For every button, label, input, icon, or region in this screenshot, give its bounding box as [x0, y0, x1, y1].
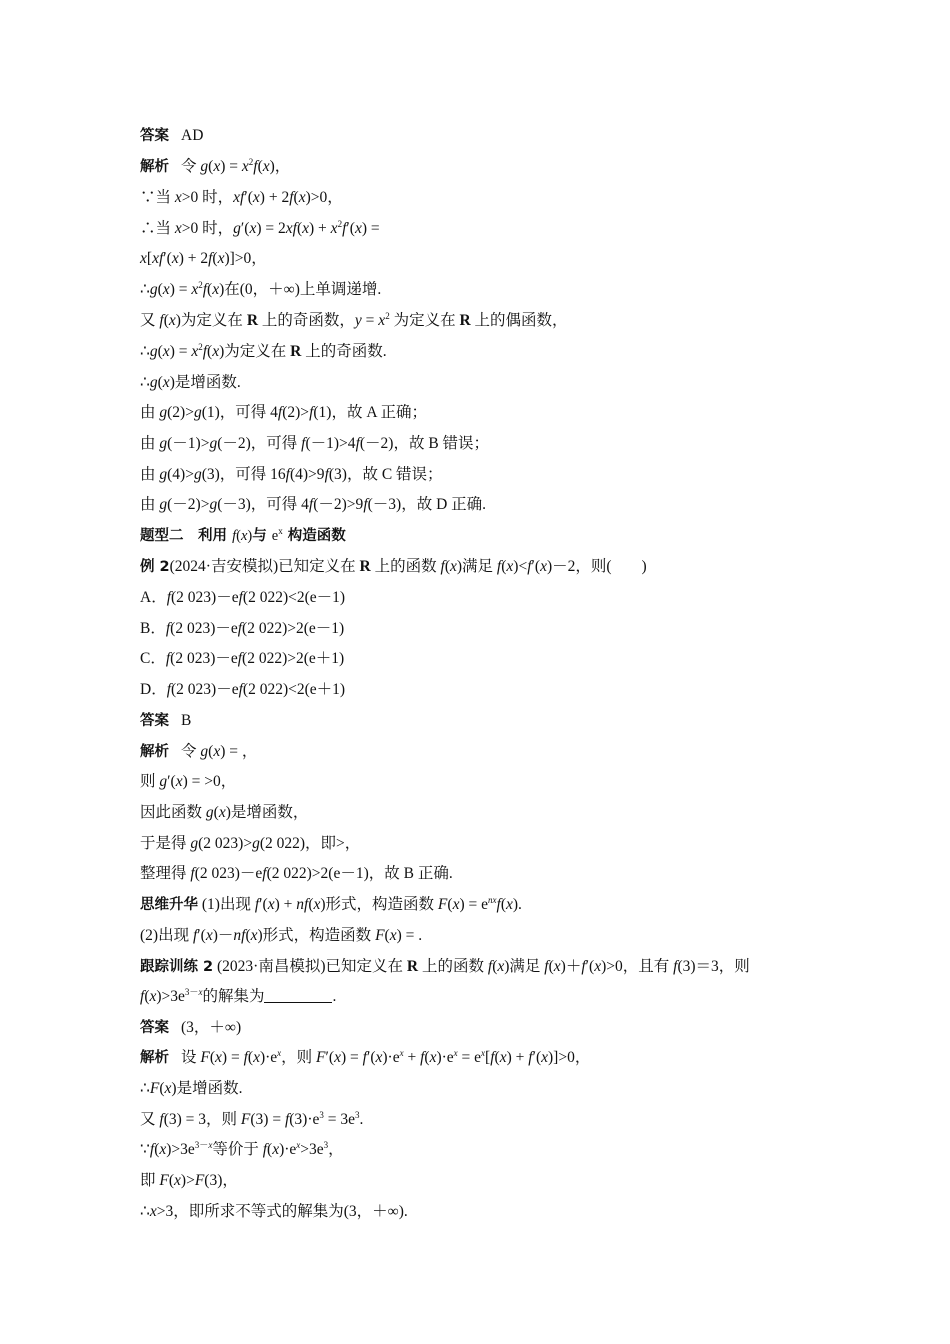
analysis-label: 解析: [140, 1050, 169, 1066]
analysis-line: 解析 令 g(x) = ，: [140, 743, 258, 760]
option-b: B．f(2 023)－ef(2 022)>2(e－1): [140, 620, 345, 637]
analysis-label: 解析: [140, 744, 169, 760]
text-line: 由 g(－1)>g(－2)，可得 f(－1)>4f(－2)，故 B 错误；: [140, 435, 490, 452]
option-a: A．f(2 023)－ef(2 022)<2(e－1): [140, 589, 346, 606]
text-line: ∴当 x>0 时，$g'(x) = 2xf(x) + x^2f'(x)$ =: [140, 219, 380, 237]
section-heading: 题型二 利用 f(x)与 $e^x$ 构造函数: [140, 526, 346, 544]
practice-stem: 跟踪训练 2 (2023·南昌模拟)已知定义在 R 上的函数 f(x)满足 f(x)＋f′(x)>0，且有 f(3)＝3，则: [140, 958, 750, 975]
text-line: ∴g(x) = $x^2f(x)$在(0，＋∞)上单调递增.: [140, 280, 382, 298]
summary-line-2: (2)出现 f′(x)－nf(x)形式，构造函数 F(x) = .: [140, 927, 423, 944]
option-c: C．f(2 023)－ef(2 022)>2(e＋1): [140, 650, 345, 667]
text-line: ∴F(x)是增函数.: [140, 1080, 243, 1097]
text-line: x[xf′(x) + 2f(x)]>0，: [140, 250, 267, 267]
answer-line-2: [140, 711, 191, 731]
text-line: 由 g(4)>g(3)，可得 16f(4)>9f(3)，故 C 错误；: [140, 466, 443, 483]
example-2-stem: 例 2(2024·吉安模拟)已知定义在 R 上的函数 f(x)满足 f(x)<f′(x)－2，则( ): [140, 558, 647, 575]
text-line: 又 f(x)为定义在 R 上的奇函数，$y = x^2$ 为定义在 R 上的偶函数，: [140, 311, 568, 329]
example-source: (2024·吉安模拟): [169, 558, 279, 575]
answer-blank: [264, 988, 332, 1003]
answer-value: (3，＋∞): [181, 1019, 242, 1036]
summary-line-1: 思维升华 (1)出现 f′(x) + nf(x)形式，构造函数 $F(x) = e^{nx}f(x)$.: [140, 895, 522, 913]
option-d: D．f(2 023)－ef(2 022)<2(e＋1): [140, 681, 346, 698]
text-line: 又 f(3) = 3，则 $F(3) = f(3)\cdot e^3 = 3e^3$.: [140, 1110, 364, 1128]
analysis-line: 解析 令 $g(x) = x^2f(x)$，: [140, 157, 291, 175]
answer-label: 答案: [140, 128, 169, 144]
summary-label: 思维升华: [140, 897, 198, 913]
answer-label: 答案: [140, 713, 169, 729]
answer-line-1: [140, 126, 203, 146]
text-line: ∴g(x) = $x^2f(x)$为定义在 R 上的奇函数.: [140, 342, 387, 360]
answer-label: 答案: [140, 1020, 169, 1036]
text-line: ∵当 x>0 时，xf′(x) + 2f(x)>0，: [140, 189, 343, 206]
example-label: 例 2: [140, 559, 170, 575]
text-line: 即 F(x)>F(3)，: [140, 1172, 238, 1189]
answer-value: AD: [181, 127, 204, 144]
practice-stem-cont: $f(x)>3e^{3-x}$的解集为 .: [140, 987, 337, 1005]
text-line: $\because f(x)>3e^{3-x}$等价于 $f(x)\cdot e^x>3e^3$，: [140, 1140, 344, 1158]
text-line: 由 g(－2)>g(－3)，可得 4f(－2)>9f(－3)，故 D 正确.: [140, 496, 487, 513]
practice-source: (2023·南昌模拟): [217, 958, 326, 975]
practice-label: 跟踪训练 2: [140, 959, 214, 975]
text-line: ∴x>3，即所求不等式的解集为(3，＋∞).: [140, 1203, 408, 1220]
answer-line-3: [140, 1018, 241, 1038]
text-line: ∴g(x)是增函数.: [140, 374, 241, 391]
analysis-line: 解析 设 $F(x) = f(x)\cdot e^x$，则 $F'(x) = f'(x)\cdot e^x + f(x)\cdot e^x = e^x[f(x) + f'(x)]>0$，: [140, 1048, 591, 1066]
text-line: 则 g′(x) = >0，: [140, 773, 237, 790]
text-line: 因此函数 g(x)是增函数，: [140, 804, 309, 821]
text-line: 于是得 g(2 023)>g(2 022)，即>，: [140, 835, 361, 852]
analysis-label: 解析: [140, 159, 169, 175]
text-line: 由 g(2)>g(1)，可得 4f(2)>f(1)，故 A 正确；: [140, 404, 428, 421]
text-line: 整理得 f(2 023)－ef(2 022)>2(e－1)，故 B 正确.: [140, 865, 453, 882]
answer-value: B: [181, 712, 192, 729]
